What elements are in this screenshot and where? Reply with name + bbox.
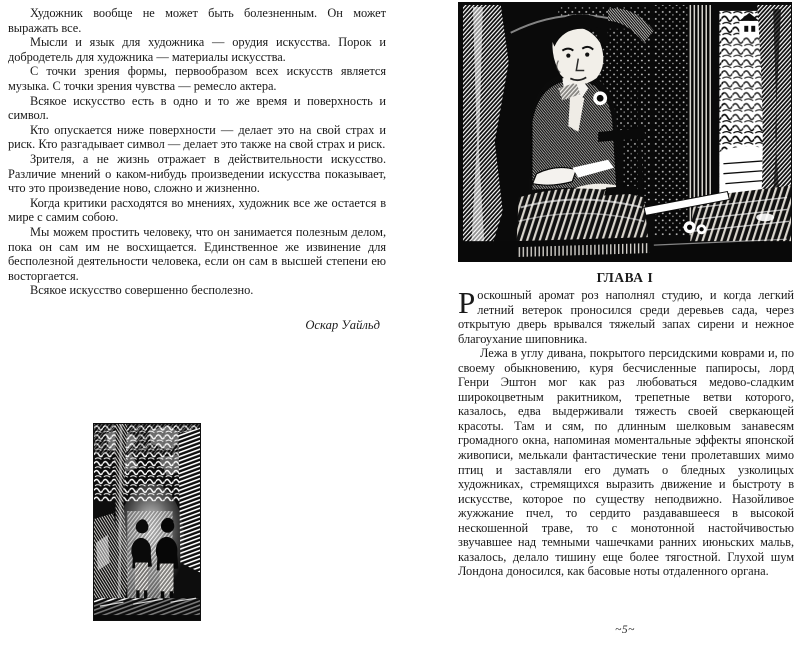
page-number: ~5~ [615, 624, 635, 636]
paragraph: Мысли и язык для художника — орудия искусства. Порок и добродетель для художника — материалы искусства. [8, 35, 386, 64]
author-signature: Оскар Уайльд [305, 317, 380, 332]
paragraph: Зрителя, а не жизнь отражает в действительности искусство. Различие мнений о каком-нибудь произведении искусства показывает, что это произведение ново, сложно и жизненно. [8, 151, 386, 196]
woodcut-young-man-art [459, 3, 791, 261]
opening-paragraph-text: оскошный аромат роз наполнял студию, и когда легкий летний ветерок проносился среди деревьев сада, через открытую дверь врывался тяжелый запах сирени и нежное благоухание шиповника. [458, 288, 794, 346]
left-page-textblock [8, 6, 386, 333]
paragraph: Всякое искусство совершенно бесполезно. [30, 283, 254, 298]
woodcut-two-riders-illustration [93, 423, 201, 621]
woodcut-two-riders-art [94, 424, 200, 620]
paragraph: С точки зрения формы, первообразом всех искусств является музыка. С точки зрения чувства — ремесло актера. [8, 64, 386, 93]
woodcut-young-man-illustration [458, 2, 792, 262]
paragraph: Художник вообще не может быть болезненным. Он может выражать все. [8, 6, 386, 35]
chapter-title: ГЛАВА I [596, 270, 654, 285]
paragraph: Всякое искусство есть в одно и то же время и поверхность и символ. [8, 93, 386, 123]
paragraph: Кто опускается ниже поверхности — делает это на свой страх и риск. Кто разгадывает символ — делает это также на свой страх и риск. [8, 122, 386, 152]
right-page [430, 0, 800, 649]
paragraph: Когда критики расходятся во мнениях, художник все же остается в мире с самим собою. [8, 195, 386, 225]
paragraph: Мы можем простить человеку, что он занимается полезным делом, пока он сам им не восхищается. Единственное же извинение для бесполезной деятельности человека, если он сам в высшей степени ею восторгается. [8, 224, 386, 283]
right-page-textblock [458, 285, 794, 579]
paragraph: Лежа в углу дивана, покрытого персидскими коврами и, по своему обыкновению, куря бесчисленные папиросы, лорд Генри Эштон мог как раз любоваться медово-сладким широкоцветным ракитником, трепетные ветви которого, казалось, едва выдерживали тяжесть своей сверкающей красоты. Там и сям, по длинным шелковым занавесям громадного окна, напоминая моментальные эффекты японской живописи, мелькали фантастические тени пролетавших мимо птиц и заставляли его думать о бледных узколицых художниках, стремящихся выразить движение и быстроту в искусстве, которое по существу неподвижно. Назойливое жужжание пчел, то сердито раздававшееся в высокой нескошенной траве, то с монотонной настойчивостью звучавшее над темными чашечками ранних июньских мальв, казалось, делало тишину еще более тягостной. Глухой шум Лондона доносился, как басовые ноты отдаленного органа. [458, 346, 794, 579]
drop-cap: Р [458, 285, 476, 320]
opening-paragraph [458, 285, 794, 346]
